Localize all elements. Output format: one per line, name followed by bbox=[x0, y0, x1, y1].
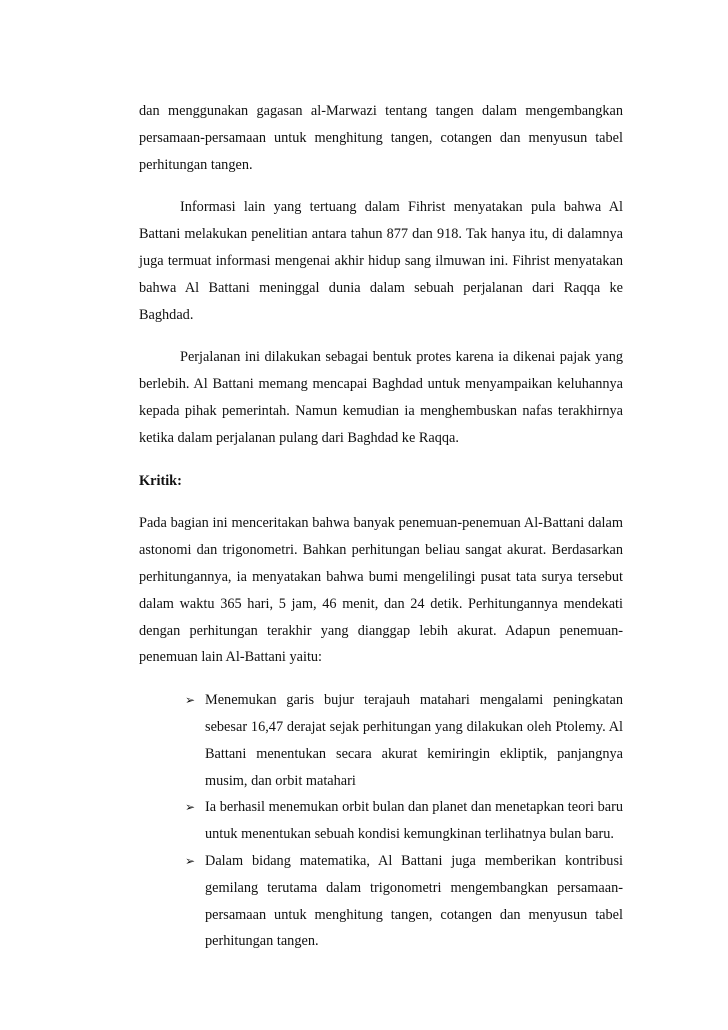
paragraph-continuation: dan menggunakan gagasan al-Marwazi tentang tangen dalam mengembangkan persamaan-persamaan untuk menghitung tangen, cotangen dan menyusun tabel perhitungan tangen. bbox=[139, 103, 623, 173]
list-item bbox=[183, 794, 623, 848]
list-item bbox=[183, 687, 623, 794]
arrowhead-bullet-icon: ➢ bbox=[185, 853, 196, 868]
list-item-text: Dalam bidang matematika, Al Battani juga memberikan kontribusi gemilang terutama dalam trigonometri mengembangkan persamaan-persamaan untuk menghitung tangen, cotangen dan menyusun tabel perhitungan tangen. bbox=[205, 852, 623, 950]
list-item bbox=[183, 848, 623, 955]
paragraph-critique: Pada bagian ini menceritakan bahwa banyak penemuan-penemuan Al-Battani dalam astonomi dan trigonometri. Bahkan perhitungan beliau sangat akurat. Berdasarkan perhitungannya, ia menyatakan bahwa bumi mengelilingi pusat tata surya tersebut dalam waktu 365 hari, 5 jam, 46 menit, dan 24 detik. Perhitungannya mendekati dengan perhitungan terakhir yang dianggap lebih akurat. Adapun penemuan-penemuan lain Al-Battani yaitu: bbox=[139, 515, 623, 666]
list-item-text: Ia berhasil menemukan orbit bulan dan planet dan menetapkan teori baru untuk menentukan sebuah kondisi kemungkinan terlihatnya bulan baru. bbox=[205, 799, 623, 843]
section-heading-kritik: Kritik: bbox=[139, 472, 182, 489]
discoveries-list bbox=[139, 687, 623, 955]
arrowhead-bullet-icon: ➢ bbox=[185, 693, 196, 708]
paragraph-fihrist-info: Informasi lain yang tertuang dalam Fihrist menyatakan pula bahwa Al Battani melakukan penelitian antara tahun 877 dan 918. Tak hanya itu, di dalamnya juga termuat informasi mengenai akhir hidup sang ilmuwan ini. Fihrist menyatakan bahwa Al Battani meninggal dunia dalam sebuah perjalanan dari Raqqa ke Baghdad. bbox=[139, 199, 623, 323]
document-page bbox=[139, 98, 623, 955]
arrowhead-bullet-icon: ➢ bbox=[185, 800, 196, 815]
list-item-text: Menemukan garis bujur terajauh matahari mengalami peningkatan sebesar 16,47 derajat sejak perhitungan yang dilakukan oleh Ptolemy. Al Battani menentukan secara akurat kemiringin ekliptik, panjangnya musim, dan orbit matahari bbox=[205, 692, 623, 789]
paragraph-journey: Perjalanan ini dilakukan sebagai bentuk protes karena ia dikenai pajak yang berlebih. Al Battani memang mencapai Baghdad untuk menyampaikan keluhannya kepada pihak pemerintah. Namun kemudian ia menghembuskan nafas terakhirnya ketika dalam perjalanan pulang dari Baghdad ke Raqqa. bbox=[139, 349, 623, 446]
